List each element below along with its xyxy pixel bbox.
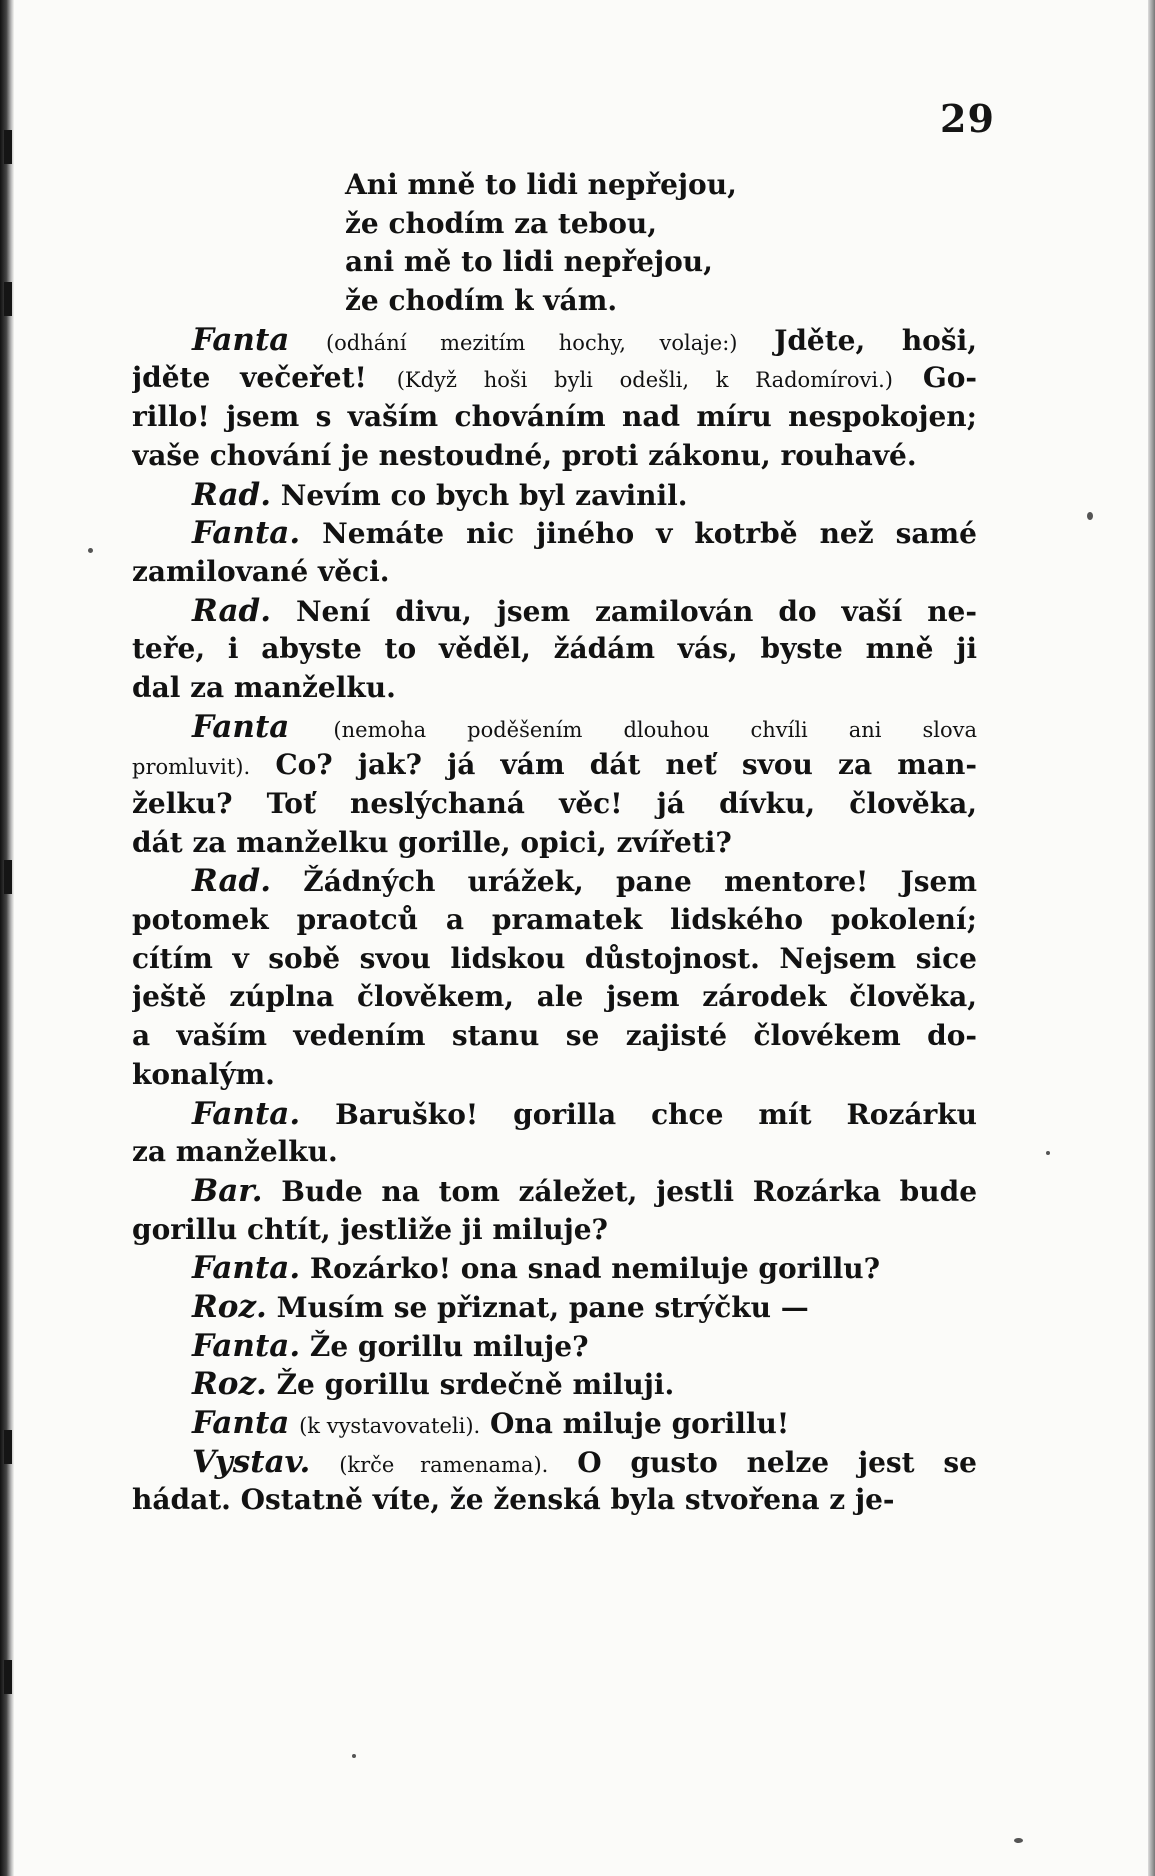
page-right-edge xyxy=(1148,0,1155,1876)
text-line xyxy=(132,1365,977,1404)
speaker-name: Roz. xyxy=(192,1288,267,1325)
binding-mark xyxy=(4,860,12,894)
speaker-name: Rad. xyxy=(192,476,272,513)
line-text: Nevím co bych byl zavinil. xyxy=(280,478,688,512)
text-line xyxy=(132,1481,977,1520)
line-text: cítím v sobě svou lidskou důstojnost. Nejsem sice xyxy=(132,941,977,975)
text-line xyxy=(132,359,977,398)
text-line xyxy=(132,1133,977,1172)
text-line xyxy=(132,514,977,553)
speaker-name: Roz. xyxy=(192,1366,267,1403)
line-text: dát za manželku gorille, opici, zvířeti? xyxy=(132,825,732,859)
line-text: Musím se přiznat, pane strýčku — xyxy=(276,1290,809,1324)
print-speck xyxy=(88,548,93,553)
text-block xyxy=(132,166,977,1520)
text-line xyxy=(132,1404,977,1443)
text-line xyxy=(132,1017,977,1056)
text-line xyxy=(132,669,977,708)
binding-mark xyxy=(4,130,12,164)
text-line xyxy=(132,1288,977,1327)
line-text: Není divu, jsem zamilován do vaší ne- xyxy=(295,594,977,628)
text-line xyxy=(132,553,977,592)
line-text: Bude na tom záležet, jestli Rozárka bude xyxy=(281,1174,977,1208)
line-text: potomek praotců a pramatek lidského pokolení; xyxy=(132,903,977,937)
verse-line: že chodím za tebou, xyxy=(345,206,658,240)
line-text: vaše chování je nestoudné, proti zákonu, rouhavé. xyxy=(132,438,917,472)
line-text: za manželku. xyxy=(132,1135,338,1169)
line-text: a vaším vedením stanu se zajisté človékem do- xyxy=(132,1019,977,1053)
verse-line: ani mě to lidi nepřejou, xyxy=(345,245,713,279)
line-text: Go- xyxy=(922,361,977,395)
speaker-name: Rad. xyxy=(192,863,272,900)
speaker-name: Fanta xyxy=(192,321,290,358)
binding-mark xyxy=(4,1660,12,1694)
line-text: Nemáte nic jiného v kotrbě než samé xyxy=(322,517,977,551)
text-line xyxy=(132,901,977,940)
line-text: hádat. Ostatně víte, že ženská byla stvořena z je- xyxy=(132,1483,895,1517)
text-line xyxy=(132,1211,977,1250)
line-text: Rozárko! ona snad nemiluje gorillu? xyxy=(309,1252,881,1286)
text-line xyxy=(132,746,977,785)
dialogue xyxy=(132,321,977,1520)
stage-direction: (nemoha poděšením dlouhou chvíli ani slova xyxy=(333,717,977,742)
text-line xyxy=(132,437,977,476)
stage-direction: (krče ramenama). xyxy=(339,1452,549,1477)
speaker-name: Vystav. xyxy=(192,1443,311,1480)
text-line xyxy=(132,1249,977,1288)
speaker-name: Fanta. xyxy=(192,1250,301,1287)
line-text: Baruško! gorilla chce mít Rozárku xyxy=(335,1097,977,1131)
line-text: želku? Toť neslýchaná věc! já dívku, člověka, xyxy=(132,787,977,820)
binding-mark xyxy=(4,282,12,316)
page-number: 29 xyxy=(940,96,995,141)
text-line xyxy=(132,321,977,360)
text-line xyxy=(132,1095,977,1134)
text-line xyxy=(132,940,977,979)
print-speck xyxy=(1014,1838,1023,1843)
text-line xyxy=(132,1443,977,1482)
text-line xyxy=(132,1056,977,1095)
text-line xyxy=(132,708,977,747)
line-text: teře, i abyste to věděl, žádám vás, byste mně ji xyxy=(132,632,977,666)
text-line xyxy=(132,1172,977,1211)
stage-direction: (k vystavovateli). xyxy=(299,1414,481,1438)
speaker-name: Fanta. xyxy=(192,515,301,552)
speaker-name: Bar. xyxy=(192,1172,263,1209)
line-text: rillo! jsem s vaším chováním nad míru nespokojen; xyxy=(132,400,977,434)
line-text: konalým. xyxy=(132,1057,275,1091)
line-text: Co? jak? já vám dát neť svou za man- xyxy=(275,748,977,782)
print-speck xyxy=(1046,1151,1050,1155)
speaker-name: Fanta xyxy=(192,708,290,745)
text-line xyxy=(132,630,977,669)
line-text: gorillu chtít, jestliže ji miluje? xyxy=(132,1212,608,1246)
line-text: Že gorillu srdečně miluji. xyxy=(276,1368,675,1402)
line-text: jděte večeřet! xyxy=(132,361,367,395)
verse-line: že chodím k vám. xyxy=(345,284,618,318)
stage-direction: (odhání mezitím hochy, volaje:) xyxy=(325,330,738,355)
text-line xyxy=(132,785,977,824)
text-line xyxy=(132,978,977,1017)
text-line xyxy=(132,824,977,863)
speaker-name: Fanta. xyxy=(192,1095,301,1132)
line-text: Ona miluje gorillu! xyxy=(489,1407,790,1440)
stage-direction: (Když hoši byli odešli, k Radomírovi.) xyxy=(396,368,893,393)
text-line xyxy=(132,398,977,437)
speaker-name: Fanta xyxy=(192,1405,290,1441)
line-text: O gusto nelze jest se xyxy=(577,1445,977,1479)
line-text: ještě zúplna člověkem, ale jsem zárodek člověka, xyxy=(132,980,977,1014)
speaker-name: Fanta. xyxy=(192,1327,301,1364)
line-text: dal za manželku. xyxy=(132,670,396,704)
text-line xyxy=(132,592,977,631)
text-line xyxy=(132,1327,977,1366)
line-text: Žádných urážek, pane mentore! Jsem xyxy=(303,865,977,899)
print-speck xyxy=(1087,512,1093,520)
speaker-name: Rad. xyxy=(192,592,272,629)
verse-line: Ani mně to lidi nepřejou, xyxy=(345,168,737,201)
binding-mark xyxy=(4,1430,12,1464)
line-text: Jděte, hoši, xyxy=(774,323,977,357)
line-text: Že gorillu miluje? xyxy=(309,1329,589,1363)
text-line xyxy=(132,862,977,901)
print-speck xyxy=(352,1754,356,1758)
stage-direction: promluvit). xyxy=(132,755,251,780)
line-text: zamilované věci. xyxy=(132,554,390,588)
text-line xyxy=(132,476,977,515)
